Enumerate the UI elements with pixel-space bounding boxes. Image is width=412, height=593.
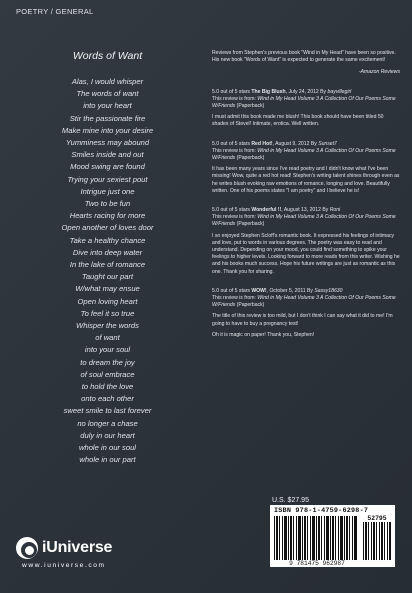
barcode-ean-number: 9 781475 962987 [272, 560, 362, 567]
barcode-addon-number: 52795 [367, 515, 387, 522]
reviews-column [212, 50, 400, 351]
publisher-name: iUniverse [42, 539, 113, 556]
poem-line: whole in our soul [79, 443, 136, 453]
barcode-addon-bars [363, 522, 391, 560]
poem-line: W/what may ensue [75, 284, 140, 294]
review-item [212, 89, 400, 129]
poem-line: Hearts racing for more [69, 211, 146, 221]
review-source: This review is from: Wind in My Head Volume 3 A Collection Of Our Poems Some W/Friends (Paperback) [212, 214, 396, 228]
isbn-barcode [270, 505, 395, 567]
review-author: Sunset7 [318, 140, 337, 147]
poem-line: Trying your sexiest pout [67, 174, 148, 184]
poem-title: Words of Want [72, 50, 143, 62]
review-body: The title of this review is too mild, but I don't think I can say what it did to me! I'm going to have to buy a pregnancy test! Oh it is magic on paper! Thank you, Stephen! [212, 313, 393, 338]
category-label: POETRY / GENERAL [16, 7, 94, 16]
review-header: 5.0 out of 5 stars WOW!, October 5, 2011 By Sassy18630 [212, 287, 343, 294]
poem-line: Taught our part [81, 272, 134, 282]
poem-line: Whisper the words [76, 321, 139, 331]
poem-line: whole in our part [79, 455, 136, 465]
poem-line: Open another of loves door [61, 223, 154, 233]
review-header: 5.0 out of 5 stars Red Hot!, August 9, 2012 By Sunset7 [212, 140, 337, 147]
review-header: 5.0 out of 5 stars Wonderful !!, August 13, 2012 By Roni [212, 207, 341, 214]
review-author: Sassy18630 [314, 287, 343, 294]
poem-line: Dive into deep water [72, 247, 143, 257]
review-body: I must admit this book made me blush! This book should have been titled 50 shades of Stevel! Intimate, erotica. Well written. [212, 114, 384, 128]
poem-line: Make mine into your desire [61, 125, 154, 135]
review-item [212, 141, 400, 195]
isbn-text: ISBN 978-1-4759-6298-7 [274, 507, 369, 515]
intro-text: Reviews from Stephen's previous book "Wind in My Head" have been so positive. His new book "Words of Want" is expected to generate the same excitement! [212, 50, 396, 64]
poem-line: In the lake of romance [69, 260, 146, 270]
review-source: This review is from: Wind in My Head Volume 3 A Collection Of Our Poems Some W/Friends (Paperback) [212, 95, 396, 110]
poem-line: onto each other [81, 394, 134, 404]
intro-source: -Amazon Reviews [358, 69, 400, 76]
poem-line: Stir the passionate fire [69, 113, 146, 123]
poem-line: Open loving heart [77, 296, 138, 306]
poem-line: sweet smile to last forever [63, 406, 152, 416]
publisher-logo [16, 537, 112, 569]
poem-line: Alas, I would whisper [71, 77, 144, 86]
review-author: bayvillegirl [327, 88, 352, 95]
poem-line: no longer a chase [77, 418, 138, 428]
review-title: Red Hot! [251, 140, 273, 147]
review-item [212, 288, 400, 339]
poem-line: into your soul [84, 345, 131, 355]
review-header: 5.0 out of 5 stars The Big Blush, July 24, 2012 By bayvillegirl [212, 88, 352, 95]
poem-line: Yumminess may abound [65, 138, 150, 148]
poem-line: into your heart [83, 101, 132, 111]
poem-line: of want [95, 333, 120, 343]
review-title: The Big Blush [251, 88, 286, 95]
poem-line: duly in our heart [80, 430, 135, 440]
publisher-url: www.iuniverse.com [22, 562, 106, 569]
poem-line: Mood swing are found [70, 162, 145, 172]
poem-line: To feel it so true [80, 308, 135, 318]
poem-column [30, 50, 185, 467]
poem-line: Take a healthy chance [69, 235, 146, 245]
poem-line: Smiles inside and out [71, 150, 144, 160]
review-source: This review is from: Wind in My Head Volume 3 A Collection Of Our Poems Some W/Friends (Paperback) [212, 295, 396, 309]
review-body: I so enjoyed Stephen Scloff's romantic book. It expressed his feelings of intimacy and love, put to words in various degrees. The poetry was easy to read and understand. Depending on your mood, you could find something to spike your feelings to higher levels. Looking forward to more reads from this writer. Wishing he and his books much success. Hope his future writings are just as romantic as this one. Thank you for sharing. [212, 232, 400, 275]
review-item [212, 207, 400, 276]
poem-line: Intrigue just one [80, 186, 135, 196]
poem-line: to dream the joy [80, 357, 135, 367]
poem-line: of soul embrace [80, 369, 135, 379]
poem-line: The words of want [76, 89, 139, 99]
review-author: Roni [329, 207, 341, 214]
price-label: U.S. $27.95 [272, 497, 309, 504]
review-title: WOW! [251, 287, 267, 294]
iuniverse-logo-icon [16, 537, 38, 559]
review-body: It has been many years since I've read poetry and I didn't know what I've been missing! Wow, quite a red hot read! Stephen's writing talent shines through even as he writes blush evoking raw emotions of romance, longing and love. Beautifully written. One of his poems states "I am poetry" and I believe he is! [212, 166, 400, 194]
poem-line: Two to be fun [84, 199, 131, 209]
poem-line: to hold the love [81, 382, 134, 392]
barcode-bars [274, 516, 358, 560]
poem-lines [30, 76, 185, 467]
review-source: This review is from: Wind in My Head Volume 3 A Collection Of Our Poems Some W/Friends (Paperback) [212, 147, 396, 162]
review-title: Wonderful !! [251, 207, 282, 214]
